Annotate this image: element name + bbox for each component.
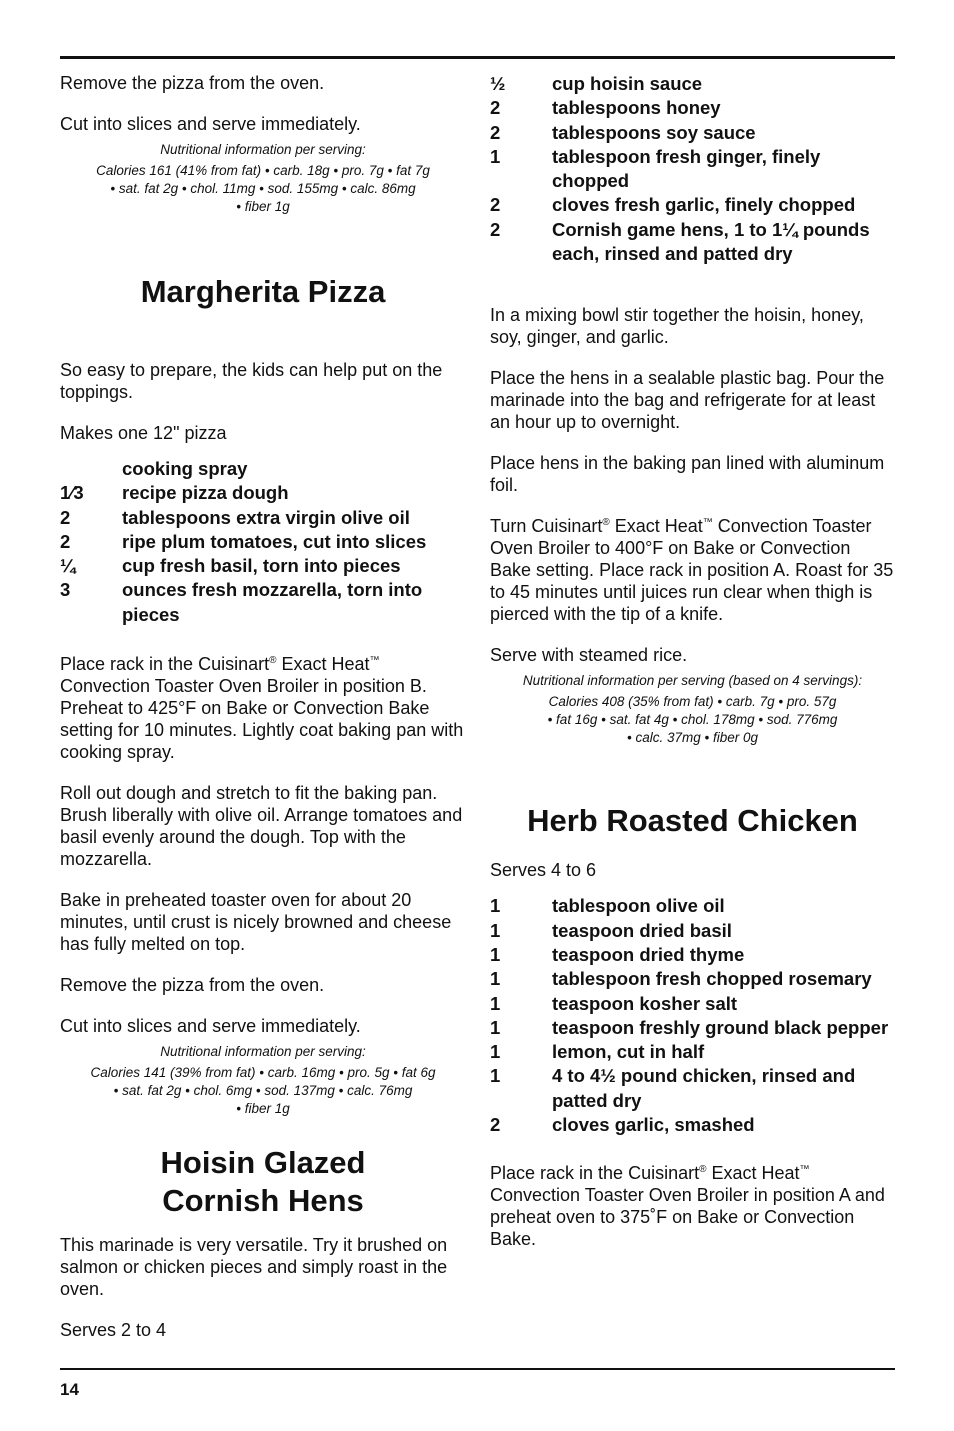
ingredient-text: tablespoons extra virgin olive oil bbox=[122, 506, 410, 528]
ingredient-qty: 1 bbox=[490, 145, 501, 167]
ingredient-item bbox=[60, 481, 466, 505]
ingredient-text: cup hoisin sauce bbox=[552, 73, 703, 94]
ingredient-text: tablespoon fresh chopped rosemary bbox=[552, 968, 872, 990]
ingredient-item bbox=[490, 72, 895, 96]
ingredient-qty: 1 bbox=[490, 943, 501, 965]
ingredient-item bbox=[490, 193, 895, 217]
nutrition-info bbox=[490, 672, 895, 747]
ingredient-qty: ½ bbox=[490, 73, 506, 94]
ingredient-item bbox=[60, 578, 466, 627]
ingredient-text: cup fresh basil, torn into pieces bbox=[122, 555, 401, 577]
step-text: Turn Cuisinart bbox=[490, 516, 603, 537]
ingredient-text: tablespoons honey bbox=[552, 97, 721, 119]
ingredient-text: ounces fresh mozzarella, torn into pieces bbox=[122, 579, 423, 625]
ingredient-item bbox=[490, 121, 895, 145]
recipe-step: Place hens in the baking pan lined with aluminum foil. bbox=[490, 453, 885, 496]
recipe-title-margherita-pizza: Margherita Pizza bbox=[140, 274, 386, 309]
recipe-step: Remove the pizza from the oven. bbox=[60, 975, 325, 996]
body-text: Remove the pizza from the oven. bbox=[60, 73, 325, 93]
ingredient-qty: 1⁄3 bbox=[60, 482, 84, 504]
ingredient-qty: 3 bbox=[60, 579, 71, 601]
step-text: Place rack in the Cuisinart bbox=[490, 1163, 700, 1184]
ingredient-qty: 1 bbox=[490, 1041, 501, 1063]
ingredient-item bbox=[490, 145, 895, 194]
nutrition-line: • fiber 1g bbox=[236, 1101, 290, 1117]
trademark-mark: ™ bbox=[702, 517, 713, 529]
ingredient-text: ripe plum tomatoes, cut into slices bbox=[122, 530, 427, 552]
ingredient-qty: 1 bbox=[490, 992, 501, 1014]
bottom-rule bbox=[60, 1368, 895, 1370]
ingredient-item bbox=[60, 530, 466, 554]
ingredient-qty: 1 bbox=[490, 1016, 501, 1038]
ingredient-text: tablespoons soy sauce bbox=[552, 121, 756, 143]
nutrition-line: Calories 141 (39% from fat) • carb. 16mg • pro. 5g • fat 6g bbox=[90, 1065, 436, 1081]
ingredient-item bbox=[60, 506, 466, 530]
ingredient-item bbox=[490, 1064, 895, 1113]
nutrition-line: Calories 161 (41% from fat) • carb. 18g • pro. 7g • fat 7g bbox=[96, 163, 430, 178]
ingredient-list bbox=[60, 457, 466, 627]
recipe-step: Bake in preheated toaster oven for about 20 minutes, until crust is nicely browned and cheese has fully melted on top. bbox=[60, 890, 452, 955]
ingredient-qty: 1 bbox=[490, 895, 501, 917]
ingredient-item bbox=[490, 218, 895, 267]
body-text: Cut into slices and serve immediately. bbox=[60, 114, 361, 134]
ingredient-qty: 2 bbox=[60, 530, 71, 552]
recipe-step: Place the hens in a sealable plastic bag. Pour the marinade into the bag and refrigerate for at least an hour up to overnight. bbox=[490, 368, 885, 433]
ingredient-qty: 1 bbox=[490, 919, 501, 941]
ingredient-text: cloves fresh garlic, finely chopped bbox=[552, 194, 856, 216]
ingredient-qty: 1 bbox=[490, 968, 501, 990]
ingredient-text: cooking spray bbox=[122, 458, 248, 479]
registered-mark: ® bbox=[269, 655, 277, 667]
ingredient-qty: 2 bbox=[490, 194, 501, 216]
step-text: Place rack in the Cuisinart bbox=[60, 654, 270, 675]
title-line: Hoisin Glazed bbox=[160, 1145, 366, 1181]
ingredient-item bbox=[60, 457, 466, 481]
ingredient-item bbox=[490, 992, 895, 1016]
recipe-step bbox=[60, 653, 466, 763]
step-text: Convection Toaster Oven Broiler in position B. Preheat to 425°F on Bake or Convection Bake setting for 10 minutes. Lightly coat baking pan with cooking spray. bbox=[60, 676, 464, 763]
recipe-step: Roll out dough and stretch to fit the baking pan. Brush liberally with olive oil. Arrange tomatoes and basil evenly around the dough. Top with the mozzarella. bbox=[60, 783, 463, 870]
ingredient-text: teaspoon dried thyme bbox=[552, 943, 745, 965]
step-text: Exact Heat bbox=[276, 654, 370, 675]
nutrition-line: • fat 16g • sat. fat 4g • chol. 178mg • sod. 776mg bbox=[547, 712, 838, 728]
registered-mark: ® bbox=[699, 1164, 707, 1176]
recipe-step: In a mixing bowl stir together the hoisin, honey, soy, ginger, and garlic. bbox=[490, 305, 864, 348]
nutrition-header: Nutritional information per serving: bbox=[160, 142, 366, 157]
ingredient-list bbox=[490, 72, 895, 266]
recipe-title-hoisin-cornish-hens bbox=[60, 1144, 466, 1220]
nutrition-line: Calories 408 (35% from fat) • carb. 7g • pro. 57g bbox=[548, 694, 837, 710]
top-rule bbox=[60, 56, 895, 59]
page-number: 14 bbox=[60, 1380, 79, 1399]
ingredient-text: teaspoon freshly ground black pepper bbox=[552, 1016, 889, 1038]
recipe-step bbox=[490, 515, 895, 625]
left-column bbox=[60, 72, 466, 1360]
nutrition-line: • fiber 1g bbox=[236, 199, 290, 214]
nutrition-line: • calc. 37mg • fiber 0g bbox=[626, 730, 758, 746]
recipe-yield: Serves 2 to 4 bbox=[60, 1320, 167, 1341]
recipe-step: Serve with steamed rice. bbox=[490, 645, 688, 666]
ingredient-item bbox=[490, 967, 895, 991]
step-text: Exact Heat bbox=[609, 516, 703, 537]
ingredient-text: recipe pizza dough bbox=[122, 482, 289, 504]
trademark-mark: ™ bbox=[369, 655, 380, 667]
title-line: Cornish Hens bbox=[162, 1183, 364, 1219]
recipe-title-herb-roasted-chicken: Herb Roasted Chicken bbox=[527, 803, 858, 839]
registered-mark: ® bbox=[602, 517, 610, 529]
ingredient-qty: 2 bbox=[490, 1114, 501, 1136]
ingredient-item bbox=[490, 1016, 895, 1040]
trademark-mark: ™ bbox=[799, 1164, 810, 1176]
step-text: Convection Toaster Oven Broiler to 400°F on Bake or Convection Bake setting. Place rack in position A. Roast for 35 to 45 minutes until juices run clear when thigh is pierced with the tip of a knife. bbox=[490, 516, 894, 625]
recipe-description: This marinade is very versatile. Try it brushed on salmon or chicken pieces and simply roast in the oven. bbox=[60, 1235, 448, 1300]
step-text: Exact Heat bbox=[706, 1163, 800, 1184]
right-column bbox=[490, 72, 895, 1269]
ingredient-item bbox=[490, 943, 895, 967]
nutrition-header: Nutritional information per serving: bbox=[160, 1044, 366, 1060]
recipe-yield: Serves 4 to 6 bbox=[490, 860, 597, 881]
ingredient-text: lemon, cut in half bbox=[552, 1041, 705, 1063]
recipe-step: Cut into slices and serve immediately. bbox=[60, 1016, 361, 1037]
nutrition-line: • sat. fat 2g • chol. 6mg • sod. 137mg • calc. 76mg bbox=[113, 1083, 413, 1099]
ingredient-item bbox=[60, 554, 466, 578]
nutrition-info bbox=[60, 141, 466, 216]
nutrition-line: • sat. fat 2g • chol. 11mg • sod. 155mg • calc. 86mg bbox=[110, 181, 416, 196]
ingredient-text: tablespoon olive oil bbox=[552, 895, 725, 917]
nutrition-header: Nutritional information per serving (based on 4 servings): bbox=[522, 673, 863, 689]
step-text: Convection Toaster Oven Broiler in position A and preheat oven to 375˚F on Bake or Convection Bake. bbox=[490, 1185, 885, 1250]
ingredient-text: teaspoon kosher salt bbox=[552, 992, 738, 1014]
ingredient-text: 4 to 4½ pound chicken, rinsed and patted dry bbox=[552, 1065, 856, 1111]
ingredient-item bbox=[490, 919, 895, 943]
ingredient-item bbox=[490, 96, 895, 120]
ingredient-item bbox=[490, 894, 895, 918]
ingredient-item bbox=[490, 1113, 895, 1137]
recipe-yield: Makes one 12" pizza bbox=[60, 423, 227, 443]
ingredient-text: teaspoon dried basil bbox=[552, 919, 732, 941]
ingredient-qty: 2 bbox=[490, 121, 501, 143]
ingredient-text: cloves garlic, smashed bbox=[552, 1114, 755, 1136]
recipe-description: So easy to prepare, the kids can help put on the toppings. bbox=[60, 360, 443, 402]
ingredient-text: tablespoon fresh ginger, finely chopped bbox=[552, 145, 821, 192]
ingredient-qty bbox=[60, 457, 122, 481]
ingredient-qty: 2 bbox=[490, 97, 501, 119]
ingredient-qty: 1 bbox=[490, 1065, 501, 1087]
recipe-step bbox=[490, 1162, 895, 1250]
ingredient-text: Cornish game hens, 1 to 1¼ pounds each, rinsed and patted dry bbox=[552, 218, 870, 265]
ingredient-qty: 2 bbox=[60, 506, 71, 528]
nutrition-info bbox=[60, 1043, 466, 1118]
ingredient-qty: 2 bbox=[490, 218, 501, 240]
ingredient-list bbox=[490, 894, 895, 1137]
ingredient-qty: ¼ bbox=[60, 555, 76, 577]
ingredient-item bbox=[490, 1040, 895, 1064]
